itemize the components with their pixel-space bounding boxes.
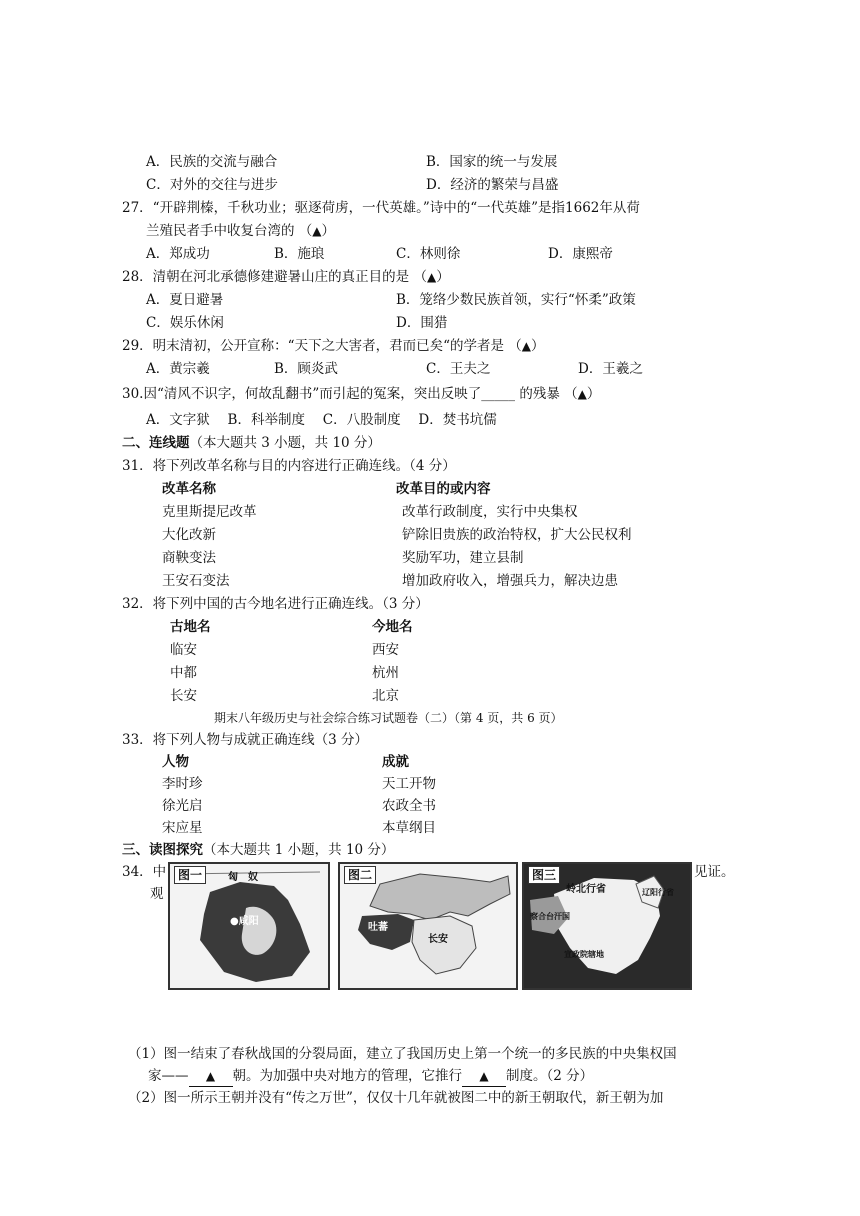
q33-right-item: 农政全书: [382, 798, 436, 814]
q31-right-item: 铲除旧贵族的政治特权，扩大公民权利: [402, 527, 632, 543]
map-label: 图二: [344, 866, 376, 884]
q31-right-item: 增加政府收入，增强兵力，解决边患: [402, 573, 618, 589]
q31-left-item: 商鞅变法: [162, 550, 216, 566]
q34-sub1-line1: （1）图一结束了春秋战国的分裂局面，建立了我国历史上第一个统一的多民族的中央集权国: [128, 1046, 677, 1062]
q32-left-item: 临安: [170, 642, 197, 658]
q29-option-b: B．顾炎武: [274, 361, 338, 377]
q29-option-a: A．黄宗羲: [146, 361, 210, 377]
q34-line2-fragment: 观: [150, 886, 164, 902]
q34-tail-text: 见证。: [694, 864, 735, 880]
section3-heading: 三、读图探究（本大题共 1 小题，共 10 分）: [122, 842, 395, 858]
q27-option-c: C．林则徐: [396, 246, 461, 262]
q28-option-a: A．夏日避暑: [146, 292, 224, 308]
q27-option-a: A．郑成功: [146, 246, 210, 262]
answer-triangle-icon: ▲: [577, 387, 587, 401]
q28-option-c: C．娱乐休闲: [146, 315, 224, 331]
q28-option-d: D．围猎: [396, 315, 448, 331]
q26-option-d: D．经济的繁荣与昌盛: [426, 177, 559, 193]
q33-left-item: 徐光启: [162, 798, 203, 814]
q34-sub1-line2: 家—— ▲ 朝。为加强中央对地方的管理，它推行 ▲ 制度。（2 分）: [148, 1066, 593, 1087]
q32-right-item: 西安: [372, 642, 399, 658]
map-place-label: ●咸阳: [230, 916, 259, 927]
map-place-label: 吐蕃: [368, 922, 388, 933]
map-place-label: 察合台汗国: [530, 911, 570, 921]
q27-option-d: D．康熙帝: [548, 246, 613, 262]
map-qin-dynasty: [168, 862, 330, 990]
q31-stem: 31．将下列改革名称与目的内容进行正确连线。（4 分）: [122, 458, 456, 474]
q32-right-item: 杭州: [372, 665, 399, 681]
map-place-label: 长安: [428, 934, 448, 945]
map-place-label: 岭北行省: [566, 884, 606, 895]
map-tang-dynasty: [338, 862, 518, 990]
q34-number: 34．中: [122, 864, 167, 880]
q31-left-item: 克里斯提尼改革: [162, 504, 257, 520]
q33-right-item: 本草纲目: [382, 820, 436, 836]
answer-triangle-icon: ▲: [426, 270, 437, 284]
q30-stem: 30.因“清风不识字，何故乱翻书”而引起的冤案，突出反映了_____ 的残暴 （▲）: [122, 386, 601, 402]
q32-right-header: 今地名: [372, 619, 413, 635]
q31-left-item: 王安石变法: [162, 573, 230, 589]
q29-option-c: C．王夫之: [426, 361, 491, 377]
q29-option-d: D．王羲之: [578, 361, 643, 377]
q27-stem-line2: 兰殖民者手中收复台湾的 （▲）: [146, 223, 336, 239]
q32-left-item: 长安: [170, 688, 197, 704]
q28-stem: 28．清朝在河北承德修建避暑山庄的真正目的是 （▲）: [122, 269, 450, 285]
q34-sub2-line1: （2）图一所示王朝并没有“传之万世”，仅仅十几年就被图二中的新王朝取代，新王朝为加: [128, 1090, 664, 1106]
q32-left-item: 中都: [170, 665, 197, 681]
q28-option-b: B．笼络少数民族首领，实行“怀柔”政策: [396, 292, 636, 308]
q26-option-a: A．民族的交流与融合: [146, 154, 278, 170]
map-place-label: 匈 奴: [228, 872, 258, 883]
q26-option-b: B．国家的统一与发展: [426, 154, 558, 170]
answer-triangle-icon: ▲: [205, 1069, 216, 1083]
q26-option-c: C．对外的交往与进步: [146, 177, 278, 193]
map-place-label: 宣政院辖地: [564, 949, 604, 959]
answer-triangle-icon: ▲: [312, 224, 322, 238]
map-label: 图一: [174, 866, 206, 884]
q30-options: A．文字狱 B．科举制度 C．八股制度 D．焚书坑儒: [146, 412, 497, 428]
q31-left-header: 改革名称: [162, 481, 216, 497]
q33-stem: 33．将下列人物与成就正确连线（3 分）: [122, 732, 369, 748]
q32-right-item: 北京: [372, 688, 399, 704]
q31-left-item: 大化改新: [162, 527, 216, 543]
q31-right-header: 改革目的或内容: [396, 481, 491, 497]
answer-triangle-icon: ▲: [521, 339, 532, 353]
q31-right-item: 改革行政制度，实行中央集权: [402, 504, 578, 520]
q33-right-header: 成就: [382, 754, 409, 770]
q33-left-header: 人物: [162, 754, 189, 770]
q31-right-item: 奖励军功，建立县制: [402, 550, 524, 566]
q27-stem-line1: 27．“开辟荆榛，千秋功业；驱逐荷虏，一代英雄。”诗中的“一代英雄”是指1662年从荷: [122, 200, 640, 216]
q32-stem: 32．将下列中国的古今地名进行正确连线。（3 分）: [122, 596, 429, 612]
section2-heading: 二、连线题（本大题共 3 小题，共 10 分）: [122, 435, 381, 451]
map-place-label: 辽阳行省: [642, 887, 674, 897]
q32-left-header: 古地名: [170, 619, 211, 635]
q33-right-item: 天工开物: [382, 776, 436, 792]
q33-left-item: 李时珍: [162, 776, 203, 792]
page-footer: 期末八年级历史与社会综合练习试题卷（二）（第 4 页，共 6 页）: [214, 711, 563, 725]
q33-left-item: 宋应星: [162, 820, 203, 836]
q29-stem: 29．明末清初，公开宣称：“天下之大害者，君而已矣“的学者是 （▲）: [122, 338, 545, 354]
answer-triangle-icon: ▲: [479, 1069, 489, 1083]
q27-option-b: B．施琅: [274, 246, 325, 262]
map-label: 图三: [528, 866, 560, 884]
map-yuan-dynasty: [522, 862, 692, 990]
